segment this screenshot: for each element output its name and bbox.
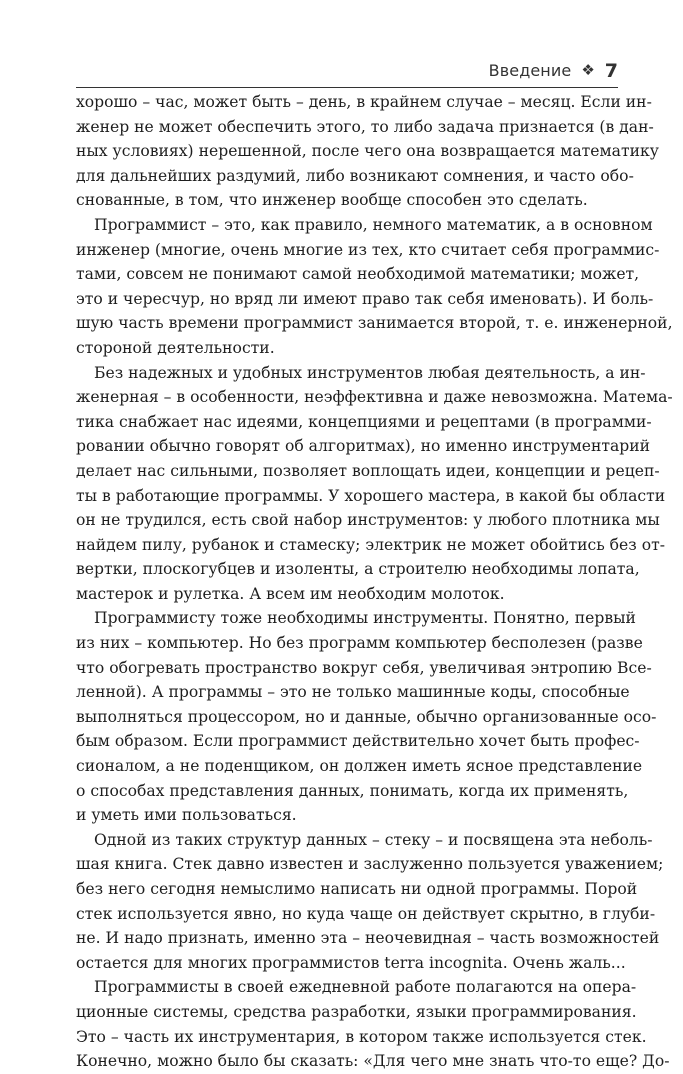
text-line: о способах представления данных, понимать, когда их применять, (76, 781, 629, 800)
text-line: шую часть времени программист занимается второй, т. е. инженерной, (76, 314, 673, 333)
text-line: найдем пилу, рубанок и стамеску; электрик не может обойтись без от- (76, 535, 666, 554)
page-number: 7 (604, 59, 618, 82)
text-line: тика снабжает нас идеями, концепциями и рецептами (в программи- (76, 412, 652, 431)
text-line: сионалом, а не поденщиком, он должен иметь ясное представление (76, 757, 643, 776)
text-line: без него сегодня немыслимо написать ни одной программы. Порой (76, 880, 638, 898)
section-title: Введение (488, 61, 572, 80)
text-line: шая книга. Стек давно известен и заслуженно пользуется уважением; (76, 855, 664, 874)
paragraph (76, 606, 657, 827)
text-line: стек используется явно, но куда чаще он действует скрытно, в глуби- (76, 904, 656, 923)
text-line: Конечно, можно было бы сказать: «Для чего мне знать что-то еще? До- (76, 1052, 670, 1071)
text-line: делает нас сильными, позволяет воплощать идеи, концепции и рецеп- (76, 461, 660, 480)
text-line: Это – часть их инструментария, в котором также используется стек. (76, 1027, 647, 1046)
paragraph (76, 975, 670, 1073)
text-line: остается для многих программистов terra incognita. Очень жаль... (76, 953, 626, 972)
text-line: хорошо – час, может быть – день, в крайнем случае – месяц. Если ин- (76, 93, 652, 111)
paragraph (76, 361, 673, 607)
ornament-icon: ❖ (581, 61, 595, 79)
text-line: Программисты в своей ежедневной работе полагаются на опера- (94, 978, 637, 997)
text-line: и уметь ими пользоваться. (76, 806, 297, 825)
text-line: снованные, в том, что инженер вообще способен это сделать. (76, 191, 588, 210)
text-line: Без надежных и удобных инструментов любая деятельность, а ин- (94, 363, 646, 382)
text-line: ты в работающие программы. У хорошего мастера, в какой бы области (76, 486, 666, 505)
running-head (76, 58, 618, 88)
text-line: из них – компьютер. Но без программ компьютер бесполезен (разве (76, 634, 643, 653)
text-line: мастерок и рулетка. А всем им необходим молоток. (76, 584, 505, 603)
body-text (76, 90, 673, 1074)
text-line: вертки, плоскогубцев и изоленты, а строителю необходимы лопата, (76, 560, 640, 579)
text-line: тами, совсем не понимают самой необходимой математики; может, (76, 265, 640, 284)
text-line: женер не может обеспечить этого, то либо задача признается (в дан- (76, 117, 654, 136)
text-line: ных условиях) нерешенной, после чего она возвращается математику (76, 142, 659, 161)
text-line: что обогревать пространство вокруг себя, увеличивая энтропию Все- (76, 658, 652, 677)
text-line: бым образом. Если программист действительно хочет быть профес- (76, 732, 640, 751)
text-line: ленной). А программы – это не только машинные коды, способные (76, 683, 630, 702)
text-line: женерная – в особенности, неэффективна и даже невозможна. Матема- (76, 388, 673, 407)
paragraph (76, 213, 673, 361)
text-line: для дальнейших раздумий, либо возникают сомнения, и часто обо- (76, 166, 634, 185)
text-line: ционные системы, средства разработки, языки программирования. (76, 1002, 637, 1021)
text-line: стороной деятельности. (76, 338, 275, 357)
text-line: выполняться процессором, но и данные, обычно организованные осо- (76, 707, 657, 726)
text-line: Одной из таких структур данных – стеку – и посвящена эта неболь- (94, 830, 653, 849)
text-line: Программисту тоже необходимы инструменты. Понятно, первый (94, 609, 636, 628)
text-line: ровании обычно говорят об алгоритмах), но именно инструментарий (76, 437, 651, 456)
text-line: он не трудился, есть свой набор инструментов: у любого плотника мы (76, 511, 660, 530)
text-line: не. И надо признать, именно эта – неочевидная – часть возможностей (76, 929, 660, 948)
text-line: Программист – это, как правило, немного математик, а в основном (94, 215, 653, 234)
text-line: это и чересчур, но вряд ли имеют право так себя именовать). И боль- (76, 289, 654, 308)
paragraph (76, 828, 664, 976)
paragraph (76, 90, 659, 213)
text-line: инженер (многие, очень многие из тех, кто считает себя программис- (76, 240, 660, 259)
